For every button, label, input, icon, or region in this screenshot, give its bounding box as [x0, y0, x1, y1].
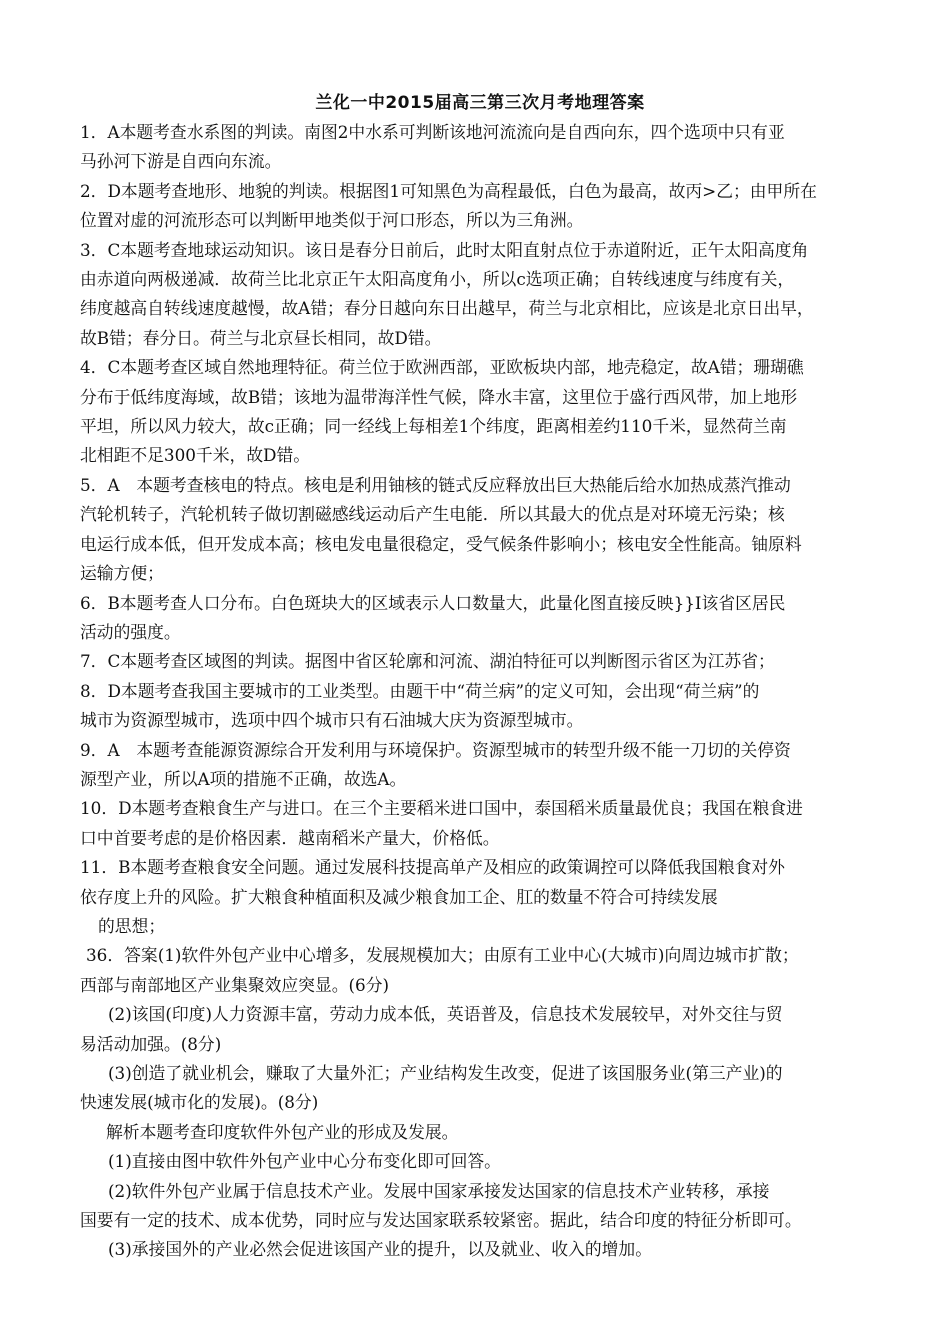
answer-line: 6．B本题考查人口分布。白色斑块大的区域表示人口数量大，此量化图直接反映}}I该省区居民: [80, 592, 786, 613]
answer-line: 8．D本题考查我国主要城市的工业类型。由题干中“荷兰病”的定义可知，会出现“荷兰病”的: [80, 680, 760, 701]
answer-line: 汽轮机转子，汽轮机转子做切割磁感线运动后产生电能．所以其最大的优点是对环境无污染；核: [80, 504, 785, 525]
answer-line: 7．C本题考查区域图的判读。据图中省区轮廓和河流、湖泊特征可以判断图示省区为江苏省；: [80, 651, 775, 672]
answer-line: 依存度上升的风险。扩大粮食种植面积及减少粮食加工企、肛的数量不符合可持续发展: [80, 886, 718, 907]
answer-line: (3)承接国外的产业必然会促进该国产业的提升，以及就业、收入的增加。: [108, 1239, 652, 1260]
answer-document: [80, 88, 880, 1265]
answer-line: 口中首要考虑的是价格因素．越南稻米产量大，价格低。: [80, 827, 500, 848]
answer-line: 10．D本题考查粮食生产与进口。在三个主要稻米进口国中，泰国稻米质量最优良；我国在粮食进: [80, 798, 803, 819]
answer-line: 的思想；: [98, 915, 166, 936]
answer-line: 纬度越高自转线速度越慢，故A错；春分日越向东日出越早，荷兰与北京相比，应该是北京日出早，: [80, 298, 814, 319]
answer-line: 快速发展(城市化的发展)。(8分): [80, 1092, 319, 1113]
answer-line: 2．D本题考查地形、地貌的判读。根据图1可知黑色为高程最低，白色为最高，故丙>乙；由甲所在: [80, 180, 817, 201]
answer-line: 国要有一定的技术、成本优势，同时应与发达国家联系较紧密。据此，结合印度的特征分析即可。: [80, 1210, 802, 1231]
answer-line: (3)创造了就业机会，赚取了大量外汇；产业结构发生改变，促进了该国服务业(第三产业)的: [108, 1063, 783, 1083]
answer-line: 36．答案(1)软件外包产业中心增多，发展规模加大；由原有工业中心(大城市)向周边城市扩散；: [86, 945, 799, 966]
answer-line: 4．C本题考查区域自然地理特征。荷兰位于欧洲西部，亚欧板块内部，地壳稳定，故A错；珊瑚礁: [80, 357, 804, 378]
answer-line: 易活动加强。(8分): [80, 1033, 222, 1054]
answer-line: 3．C本题考查地球运动知识。该日是春分日前后，此时太阳直射点位于赤道附近，正午太阳高度角: [80, 239, 809, 260]
answer-line: 11．B本题考查粮食安全问题。通过发展科技提高单产及相应的政策调控可以降低我国粮食对外: [80, 857, 785, 878]
answer-line: (2)软件外包产业属于信息技术产业。发展中国家承接发达国家的信息技术产业转移，承接: [108, 1180, 770, 1201]
answer-line: 城市为资源型城市，选项中四个城市只有石油城大庆为资源型城市。: [80, 710, 584, 731]
answer-line: 西部与南部地区产业集聚效应突显。(6分): [80, 974, 390, 995]
answer-line: 平坦，所以风力较大，故c正确；同一经线上每相差1个纬度，距离相差约110千米，显然荷兰南: [80, 416, 787, 437]
answer-line: 位置对虚的河流形态可以判断甲地类似于河口形态，所以为三角洲。: [80, 210, 584, 231]
answer-line: 故B错；春分日。荷兰与北京昼长相同，故D错。: [80, 327, 442, 348]
answer-line: 分布于低纬度海域，故B错；该地为温带海洋性气候，降水丰富，这里位于盛行西风带，加上地形: [80, 386, 798, 407]
answer-line: (1)直接由图中软件外包产业中心分布变化即可回答。: [108, 1151, 501, 1172]
answer-line: 1．A本题考查水系图的判读。南图2中水系可判断该地河流流向是自西向东，四个选项中只有亚: [80, 122, 785, 142]
answer-line: 由赤道向两极递减．故荷兰比北京正午太阳高度角小，所以c选项正确；自转线速度与纬度有关，: [80, 269, 795, 290]
answer-line: 解析本题考查印度软件外包产业的形成及发展。: [106, 1121, 459, 1142]
answer-line: 源型产业，所以A项的措施不正确，故选A。: [80, 768, 407, 789]
answer-line: 活动的强度。: [80, 621, 181, 642]
answer-line: 电运行成本低，但开发成本高；核电发电量很稳定，受气候条件影响小；核电安全性能高。铀原料: [80, 533, 802, 554]
answer-line: (2)该国(印度)人力资源丰富，劳动力成本低，英语普及，信息技术发展较早，对外交往与贸: [108, 1004, 783, 1025]
answer-line: 运输方便；: [80, 563, 164, 584]
answer-line: 马孙河下游是自西向东流。: [80, 151, 282, 172]
answer-line: 5．A 本题考查核电的特点。核电是利用铀核的链式反应释放出巨大热能后给水加热成蒸汽推动: [80, 474, 791, 495]
document-title: 兰化一中2015届高三第三次月考地理答案: [315, 93, 645, 113]
answer-line: 北相距不足300千米，故D错。: [80, 445, 311, 466]
answer-line: 9．A 本题考查能源资源综合开发利用与环境保护。资源型城市的转型升级不能一刀切的关停资: [80, 739, 791, 760]
